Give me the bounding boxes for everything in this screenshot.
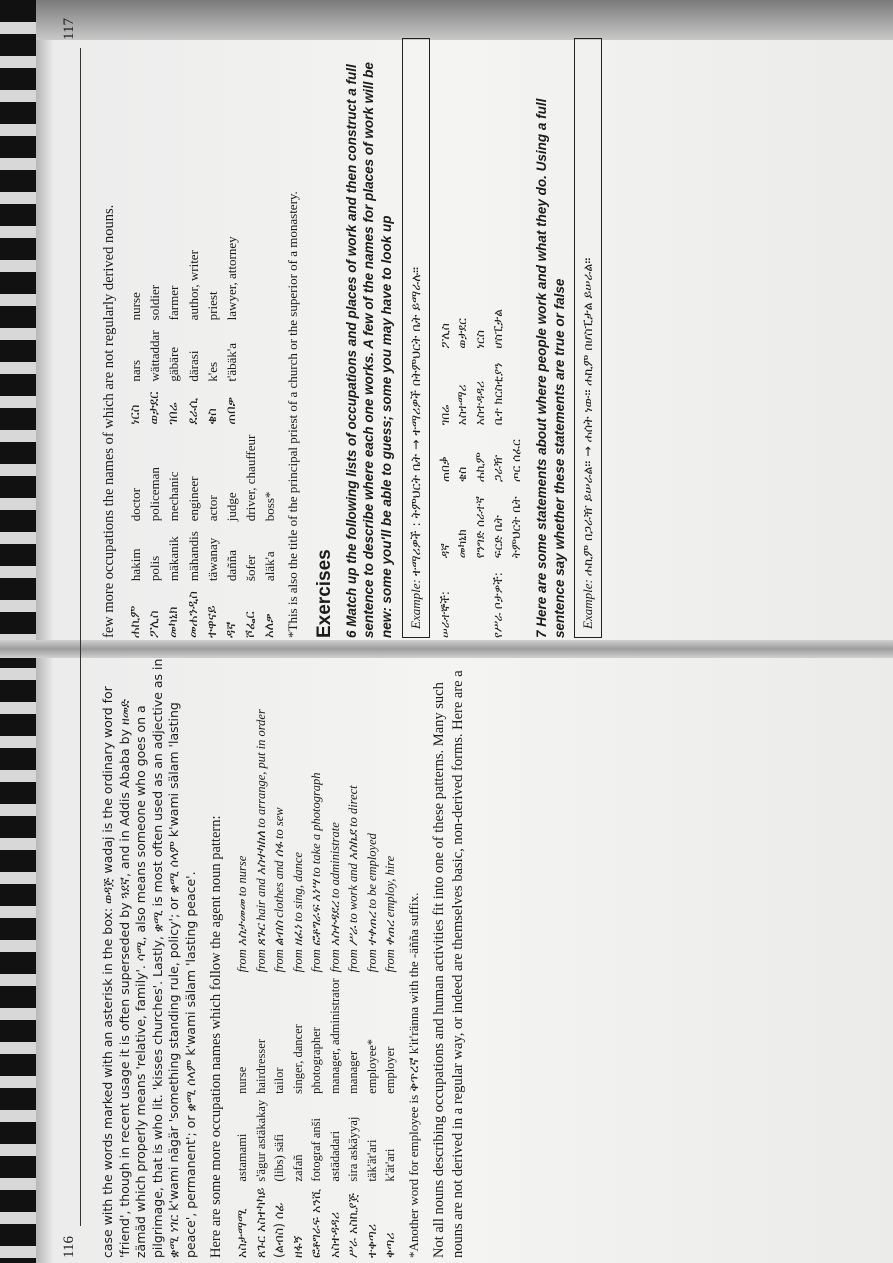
table-row (327, 703, 346, 1258)
gloss: policeman (147, 467, 163, 522)
table-row (204, 226, 223, 638)
table-row (223, 226, 242, 638)
list-item: ጋራዥ (491, 454, 506, 482)
gloss: manager (346, 1050, 361, 1094)
gloss: photographer (309, 1027, 324, 1094)
agent-noun-table (234, 703, 401, 1258)
exercise-6-heading: 6 Match up the following lists of occupations and places of work and then construct a full sentence to describe where each one works. A few of the names for places of work will be new: some you'll be able to guess; some you may have to look up (343, 62, 395, 638)
derivation: from ልብስ clothes and ሰፋ to sew (272, 807, 287, 973)
list-item: ዳኛ (437, 543, 452, 559)
ethiopic-term: አለቃ (262, 613, 278, 638)
ethiopic-term (261, 382, 280, 425)
gloss: engineer (185, 476, 201, 522)
derivation: from ዘፈነ to sing, dance (290, 852, 305, 973)
page-116 (60, 638, 860, 1258)
table-row (290, 703, 309, 1258)
list-item: ሆስፒታል (491, 309, 506, 349)
ethiopic-term: አስታማሚ (234, 1208, 250, 1258)
gloss: manager, administrator (327, 978, 342, 1094)
table-row (261, 226, 280, 638)
gloss: boss* (262, 491, 278, 522)
ethiopic-term: ተዋናይ (204, 605, 220, 638)
transliteration: t'äbäk'a (223, 342, 239, 382)
table-row (234, 703, 253, 1258)
header-rule (80, 48, 81, 638)
ethiopic-term: መሐንዲስ (185, 591, 201, 638)
gloss: driver, chauffeur (243, 434, 259, 522)
transliteration: (libs) säfi (272, 1134, 287, 1182)
ethiopic-term: ሥራ አስኪያጅ (345, 1193, 361, 1258)
ethiopic-term: ተቀጣሪ (363, 1223, 379, 1258)
list-item: የንግድ ሰራተኛ (473, 495, 488, 559)
exercise-7-example (574, 38, 602, 638)
transliteration: k'es (204, 361, 220, 382)
ethiopic-term (242, 382, 261, 425)
agent-noun-intro: Here are some more occupation names which follow the agent noun pattern: (208, 815, 224, 1258)
derivation: from ፎቶግራፍ አነሣ to take a photograph (309, 772, 324, 973)
gloss: soldier (147, 284, 163, 321)
page-content (100, 38, 610, 638)
exercise-6-lists (438, 295, 527, 638)
table-row (185, 226, 204, 638)
transliteration: astädadari (327, 1130, 342, 1182)
gloss: singer, dancer (290, 1024, 305, 1094)
table-row (382, 703, 401, 1258)
list-item: አስተማሪ (455, 384, 470, 426)
gloss: lawyer, attorney (223, 236, 239, 321)
ethiopic-term: ሾፌር (243, 611, 259, 638)
list-item: ጠበቃ (437, 456, 452, 482)
transliteration: nars (128, 359, 144, 382)
transliteration: mäkanik (166, 536, 182, 582)
ethiopic-term: መካኒክ (166, 606, 182, 638)
transliteration: wättaddar (147, 330, 163, 382)
list-item: ቤተ ክርስቲያን (491, 362, 506, 426)
ethiopic-term: ሐኪም (128, 605, 144, 638)
workers-label: ሠራተኞች: (437, 591, 452, 638)
intro-paragraph: case with the words marked with an asterisk in the box: ወዳጅ wadaj is the ordinary word for 'friend', though in recent usage it is often superseded by ጓደኛ, and in Addis Ababa by ዘመድ zämäd which properly means 'relative, family'. ሳሚ, also means someone who goes on a pilgrimage, that is who lit. 'kisses churches'. Lastly, ቋሚ is most often used as an adjective as in ቋሚ ነገር k'wami nägär 'something standing rule, policy'; or ቋሚ ሰላም k'wami sälam 'lasting peace', permanent'; or ቋሚ ሰላም k'wami sälam 'lasting peace'. (100, 658, 198, 1258)
gloss: hairdresser (253, 1038, 268, 1094)
list-item: ነርስ (473, 330, 488, 349)
example-text: ሐኪም በጋራዥ ይሠራል። → ሐሰት ነው። ሐኪም በሆስፒታል ይሠራል። (580, 257, 596, 576)
example-text: ተማሪዎች : ትምህርት ቤት → ተማሪዎች በትምህርት ቤት ይማራሉ። (408, 267, 424, 576)
list-item: አስተዳዳሪ (473, 380, 488, 426)
table-row (345, 703, 364, 1258)
ethiopic-term: ገበሬ (166, 402, 182, 425)
table-row (308, 703, 327, 1258)
transliteration: täwanay (204, 537, 220, 582)
table-row (146, 226, 165, 638)
transliteration: därasi (185, 350, 201, 382)
list-item: ፍርድ ቤት (491, 515, 506, 559)
ethiopic-term: ጸጉር አስተካካይ (252, 1187, 268, 1258)
closing-paragraph: Not all nouns describing occupations and human activities fit into one of these patterns. Many such nouns are not derived in a regular way, or indeed are themselves basic, non-derived forms. Here are a (430, 670, 466, 1258)
ethiopic-term: ፖሊስ (147, 610, 163, 638)
ethiopic-term: ጠበቃ (223, 396, 239, 425)
transliteration: zafañ (290, 1154, 305, 1182)
example-label: Example: (408, 579, 424, 629)
transliteration: k'ät'ari (383, 1148, 398, 1182)
derivation: from ቀጠረ employ, hire (383, 855, 398, 973)
spiral-binding (0, 0, 36, 1263)
places-label: የሥራ ቦታዎች: (491, 572, 506, 638)
transliteration: hakim (128, 548, 144, 582)
gloss: actor (204, 495, 220, 522)
gloss: employee* (364, 1038, 379, 1094)
ethiopic-term: ቀጣሪ (382, 1232, 398, 1258)
ethiopic-term: (ልብስ) ሰፊ (271, 1202, 287, 1258)
ethiopic-term: ፎቶግራፍ አንሺ (308, 1188, 324, 1258)
derivation: from አስታመመ to nurse (235, 855, 250, 973)
list-item: ቄስ (455, 466, 470, 482)
transliteration: s'ägur astäkakay (253, 1099, 268, 1182)
gloss: priest (204, 291, 220, 321)
derivation: from ጸጉር hair and አስተካከለ to arrange, put in order (253, 709, 268, 973)
ethiopic-term: ደራሲ (185, 397, 201, 425)
gloss: nurse (128, 292, 144, 321)
list-item: ትምህርት ቤት (508, 496, 523, 559)
transliteration: aläk'a (262, 551, 278, 582)
list-item: ወታደር (455, 318, 470, 349)
gloss: author, writer (185, 250, 201, 321)
transliteration: täk'ät'ari (364, 1139, 379, 1182)
transliteration: dañña (223, 550, 239, 582)
transliteration: sira askäyyaj (346, 1116, 361, 1182)
gloss: employer (383, 1046, 398, 1094)
occupation-table (127, 226, 280, 638)
gloss (242, 226, 261, 320)
page-117 (60, 18, 860, 638)
derivation: from ሥራ to work and አስኬደ to direct (346, 785, 361, 973)
gloss (261, 226, 280, 320)
gloss: tailor (272, 1067, 287, 1094)
gloss: mechanic (166, 471, 182, 522)
transliteration: šofer (243, 555, 259, 582)
transliteration (242, 320, 261, 381)
table-row (127, 226, 146, 638)
transliteration: fotograf anši (309, 1118, 324, 1182)
gloss: farmer (166, 285, 182, 321)
transliteration (261, 320, 280, 381)
transliteration: gäbäre (166, 346, 182, 382)
exercise-7-heading: 7 Here are some statements about where people work and what they do. Using a full sentence say whether these statements are true or false (533, 98, 567, 638)
header-rule (80, 638, 81, 1226)
transliteration: mähandis (185, 531, 201, 582)
ethiopic-term: ነርስ (128, 404, 144, 425)
table-row (271, 703, 290, 1258)
table-row (242, 226, 261, 638)
table-row (364, 703, 383, 1258)
page-number: 116 (61, 1236, 77, 1258)
gloss: nurse (235, 1066, 250, 1094)
list-item: ሐኪም (473, 452, 488, 482)
page-number: 117 (61, 18, 77, 40)
exercise-6-example (402, 38, 430, 638)
footnote: *This is also the title of the principal priest of a church or the superior of a monastery. (285, 191, 301, 638)
derivation: from አስተዳደረ to administrate (327, 822, 342, 973)
list-item: ጦር ሰፈር (508, 439, 523, 482)
ethiopic-term: አስተዳዳሪ (326, 1211, 342, 1258)
intro-paragraph: few more occupations the names of which are not regularly derived nouns. (101, 204, 117, 638)
gloss: doctor (128, 488, 144, 522)
page-content (100, 658, 476, 1258)
ethiopic-term: ዳኛ (223, 621, 239, 638)
list-item: መካኒክ (455, 529, 470, 559)
ethiopic-term: ወታደር (147, 391, 163, 425)
exercises-title: Exercises (313, 549, 335, 638)
transliteration: polis (147, 555, 163, 582)
transliteration: astamami (235, 1133, 250, 1182)
table-row (165, 226, 184, 638)
derivation: from ተቀጠረ to be employed (364, 833, 379, 973)
list-item: ፖሊስ (437, 323, 452, 349)
list-item: ገበሬ (437, 404, 452, 426)
example-label: Example: (580, 579, 596, 629)
table-row (253, 703, 272, 1258)
gloss: judge (223, 492, 239, 522)
ethiopic-term: ቄስ (204, 408, 220, 425)
footnote: *Another word for employee is ቅጥረኛ k'it'ränna with the -äñña suffix. (405, 892, 421, 1258)
ethiopic-term: ዘፋኝ (289, 1235, 305, 1258)
